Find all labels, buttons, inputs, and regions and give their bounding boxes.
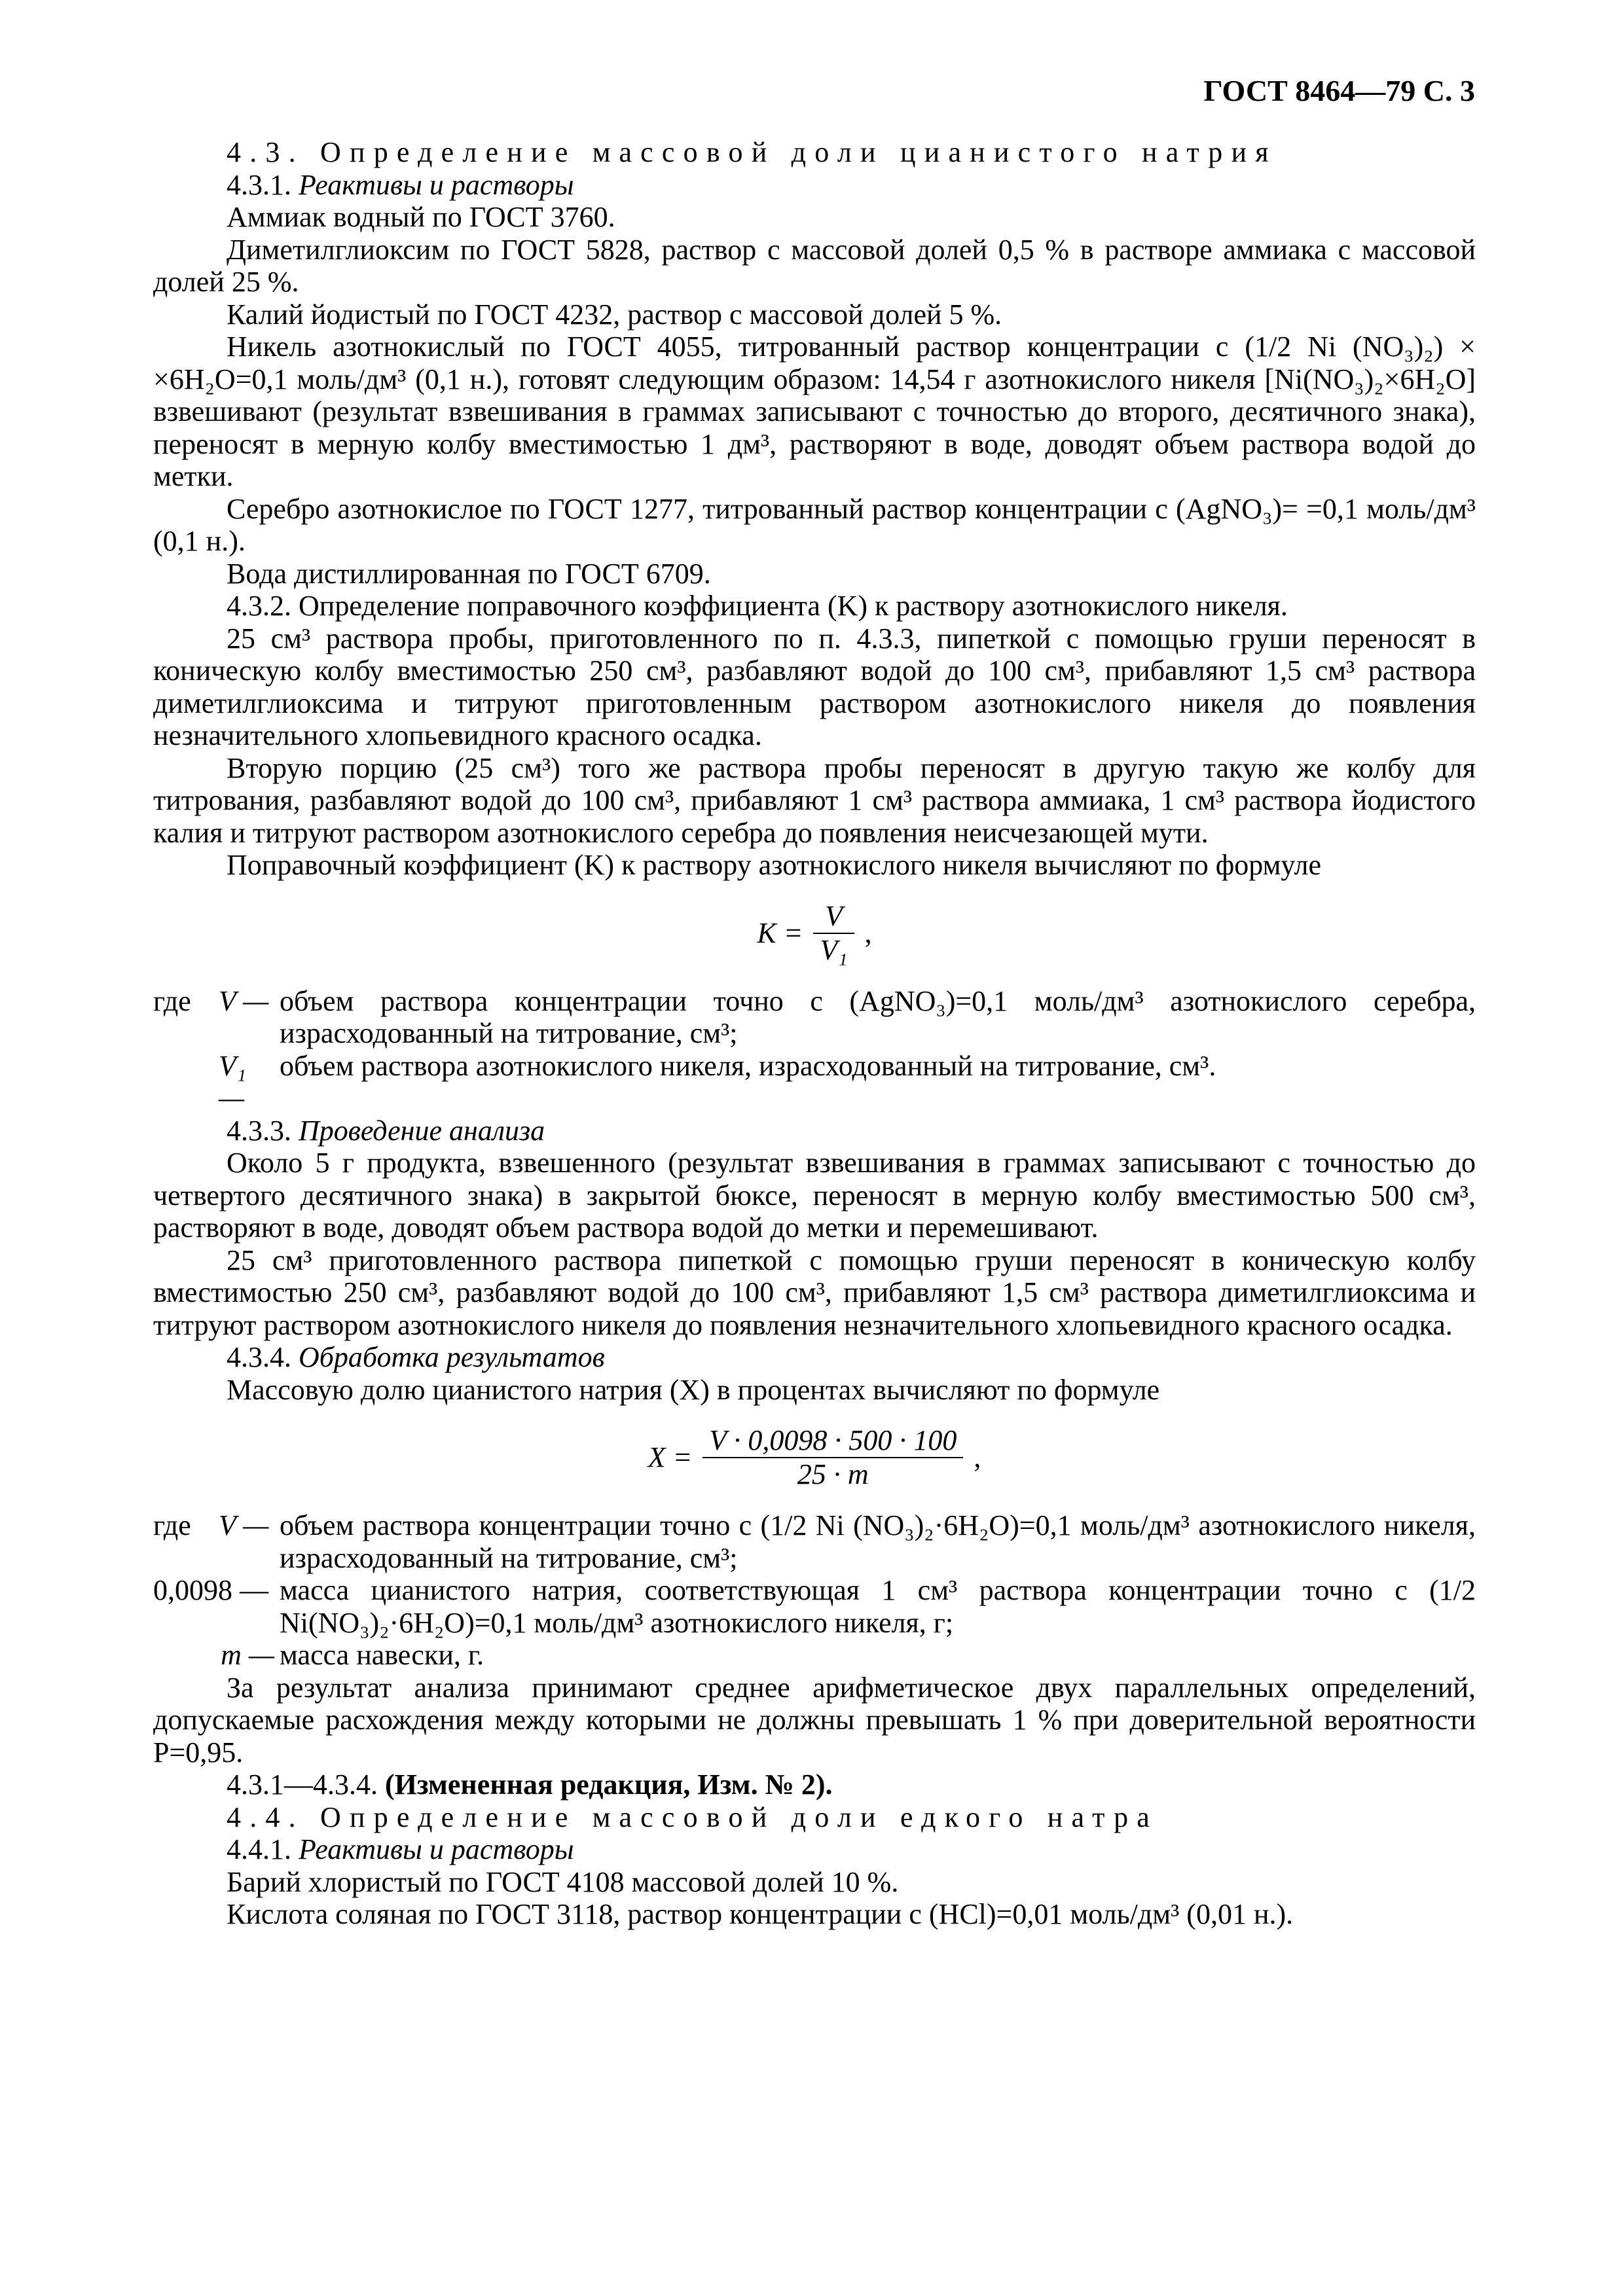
where-label: где [153,1509,191,1541]
subsection-number: 4.3.1. [227,168,291,201]
formula-tail: , [974,1441,981,1474]
section-heading-4-4: 4.4. Определение массовой доли едкого натра [227,1801,1159,1833]
paragraph: Никель азотнокислый по ГОСТ 4055, титрованный раствор концентрации c (1/2 Ni (NO₃)₂) × ×6H₂O=0,1 моль/дм³ (0,1 н.), готовят следующим образом: 14,54 г азотнокислого никеля [Ni(NO₃)₂×6H₂O] взвешивают (результат взвешивания в граммах записывают с точностью до второго, десятичного знака), переносят в мерную колбу вместимостью 1 дм³, растворяют в воде, доводят объем раствора водой до метки. [153,331,1476,492]
subsection-title: Проведение анализа [299,1114,545,1147]
fraction-numerator: V [813,900,854,934]
paragraph: Серебро азотнокислое по ГОСТ 1277, титрованный раствор концентрации c (AgNO₃)= =0,1 моль/дм³ (0,1 н.). [153,492,1476,557]
definition-text: объем раствора азотнокислого никеля, израсходованный на титрование, см³. [280,1049,1216,1082]
subsection-title: Реактивы и растворы [299,1833,574,1865]
definition-term: m — [221,1639,274,1671]
paragraph: Вода дистиллированная по ГОСТ 6709. [227,557,711,590]
where-label: где [153,984,191,1017]
paragraph: Барий хлористый по ГОСТ 4108 массовой долей 10 %. [227,1865,899,1898]
definition-row [153,1509,1476,1574]
fraction [813,900,854,967]
definition-text: объем раствора концентрации точно c (1/2 Ni (NO₃)₂·6H₂O)=0,1 моль/дм³ азотнокислого никеля, израсходованный на титрование, см³; [280,1509,1476,1574]
subsection-4-4-1 [153,1833,1476,1866]
formula-tail: , [864,916,872,949]
subsection-title: Обработка результатов [299,1341,605,1373]
fraction-numerator: V · 0,0098 · 500 · 100 [702,1424,963,1458]
definition-row [153,1050,1476,1115]
paragraph: 25 см³ приготовленного раствора пипеткой с помощью груши переносят в коническую колбу вместимостью 250 см³, разбавляют водой до 100 см³, прибавляют 1,5 см³ раствора диметилглиоксима и титруют раствором азотнокислого никеля до появления незначительного хлопьевидного красного осадка. [153,1244,1476,1341]
subsection-number: 4.3.3. [227,1114,291,1147]
definition-text: объем раствора концентрации точно c (AgNO₃)=0,1 моль/дм³ азотнокислого серебра, израсходованный на титрование, см³; [280,984,1476,1049]
section-heading-4-3: 4.3. Определение массовой доли цианистого натрия [227,136,1277,168]
fraction [702,1424,963,1491]
page-header: ГОСТ 8464—79 С. 3 [1203,74,1475,107]
definition-term: V₁ — [219,1049,247,1114]
subsection-4-3-4 [153,1341,1476,1374]
paragraph: Кислота соляная по ГОСТ 3118, раствор концентрации c (HCl)=0,01 моль/дм³ (0,01 н.). [227,1898,1294,1930]
paragraph: 4.3.2. Определение поправочного коэффициента (K) к раствору азотнокислого никеля. [227,590,1288,622]
definition-term: V — [219,1509,269,1541]
definition-row [153,1574,1476,1639]
paragraph: Вторую порцию (25 см³) того же раствора пробы переносят в другую такую же колбу для титрования, разбавляют водой до 100 см³, прибавляют 1 см³ раствора аммиака, 1 см³ раствора йодистого калия и титруют раствором азотнокислого серебра до появления неисчезающей мути. [153,751,1476,849]
paragraph: За результат анализа принимают среднее арифметическое двух параллельных определений, допускаемые расхождения между которыми не должны превышать 1 % при доверительной вероятности P=0,95. [153,1671,1476,1768]
paragraph: Диметилглиоксим по ГОСТ 5828, раствор с массовой долей 0,5 % в растворе аммиака с массовой долей 25 %. [153,233,1476,298]
document-body [153,136,1476,1931]
formula-x [153,1424,1476,1491]
definition-text: масса цианистого натрия, соответствующая 1 см³ раствора концентрации точно c (1/2 Ni(NO₃)₂·6H₂O)=0,1 моль/дм³ азотнокислого никеля, г; [280,1574,1476,1639]
formula-k [153,900,1476,967]
subsection-4-3-1 [153,169,1476,202]
paragraph: Массовую долю цианистого натрия (X) в процентах вычисляют по формуле [227,1373,1160,1406]
definition-term: V — [219,984,269,1017]
definition-row [153,1639,1476,1672]
fraction-denominator: 25 · m [797,1458,869,1490]
definition-text: масса навески, г. [280,1639,484,1671]
paragraph: 25 см³ раствора пробы, приготовленного по п. 4.3.3, пипеткой с помощью груши переносят в коническую колбу вместимостью 250 см³, разбавляют водой до 100 см³, прибавляют 1,5 см³ раствора диметилглиоксима и титруют приготовленным раствором азотнокислого никеля до появления незначительного хлопьевидного красного осадка. [153,622,1476,751]
subsection-4-3-3 [153,1115,1476,1147]
subsection-number: 4.4.1. [227,1833,291,1865]
amendment-note [153,1768,1476,1801]
subsection-title: Реактивы и растворы [299,168,574,201]
paragraph: Калий йодистый по ГОСТ 4232, раствор с массовой долей 5 %. [227,298,1002,331]
definition-row [153,985,1476,1050]
formula-lhs: X = [647,1441,693,1474]
subsection-number: 4.3.4. [227,1341,291,1373]
fraction-denominator: V₁ [820,933,848,966]
amendment-text: (Измененная редакция, Изм. № 2). [385,1768,833,1801]
paragraph: Поправочный коэффициент (K) к раствору азотнокислого никеля вычисляют по формуле [227,849,1321,881]
formula-lhs: K = [757,916,803,949]
amendment-range: 4.3.1—4.3.4. [227,1768,378,1801]
paragraph: Аммиак водный по ГОСТ 3760. [227,201,615,233]
definition-term: 0,0098 — [153,1574,268,1606]
paragraph: Около 5 г продукта, взвешенного (результат взвешивания в граммах записывают с точностью до четвертого десятичного знака) в закрытой бюксе, переносят в мерную колбу вместимостью 500 см³, растворяют в воде, доводят объем раствора водой до метки и перемешивают. [153,1147,1476,1244]
